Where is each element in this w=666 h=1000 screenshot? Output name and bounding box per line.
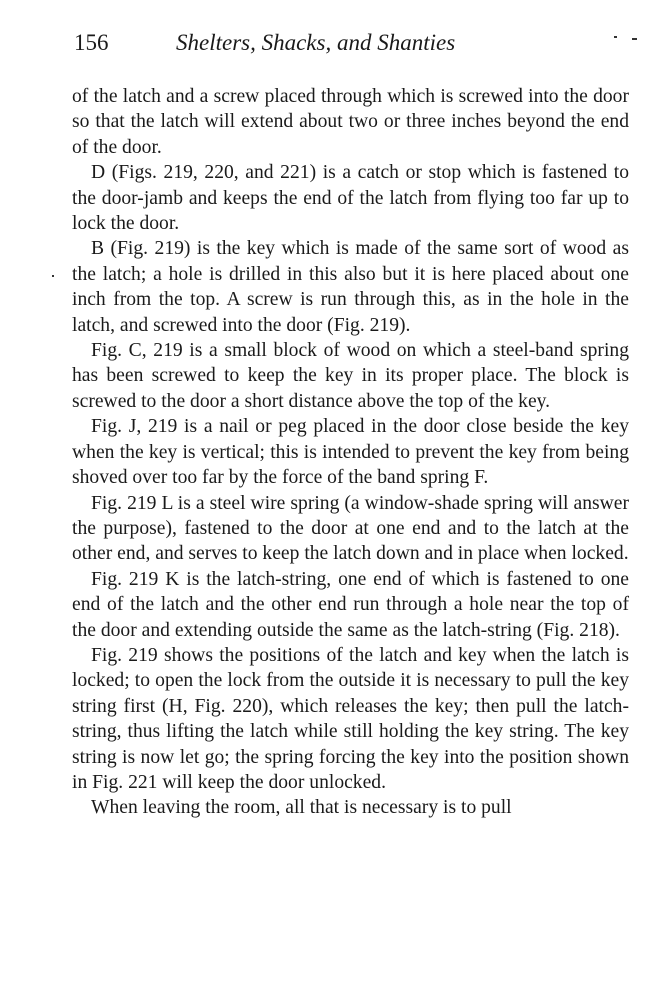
paragraph: Fig. 219 shows the positions of the latch and key when the latch is locked; to open the lock from the outside it is necessary to pull the key string first (H, Fig. 220), which releases the key; then pull the latch-string, thus lifting the latch while still holding the key string. The key string is now let go; the spring forcing the key into the position shown in Fig. 221 will keep the door unlocked.	[72, 644, 629, 793]
print-speck	[632, 38, 637, 40]
body-text	[72, 84, 629, 821]
running-head: Shelters, Shacks, and Shanties	[176, 30, 456, 55]
paragraph: Fig. C, 219 is a small block of wood on which a steel-band spring has been screwed to keep the key in its proper place. The block is screwed to the door a short distance above the top of the key.	[72, 340, 629, 412]
print-speck	[52, 275, 54, 277]
print-speck	[614, 36, 617, 38]
page-number: 156	[74, 30, 109, 55]
page-header	[74, 30, 634, 64]
paragraph: B (Fig. 219) is the key which is made of the same sort of wood as the latch; a hole is drilled in this also but it is here placed about one inch from the top. A screw is run through this, as in the hole in the latch, and screwed into the door (Fig. 219).	[72, 238, 629, 336]
paragraph: Fig. 219 K is the latch-string, one end of which is fastened to one end of the latch and the other end run through a hole near the top of the door and extending outside the same as the latch-string (Fig. 218).	[72, 568, 629, 641]
paragraph: When leaving the room, all that is necessary is to pull	[91, 797, 512, 819]
paragraph: D (Figs. 219, 220, and 221) is a catch or stop which is fastened to the door-jamb and keeps the end of the latch from flying too far up to lock the door.	[72, 162, 629, 235]
paragraph: Fig. 219 L is a steel wire spring (a window-shade spring will answer the purpose), fastened to the door at one end and to the latch at the other end, and serves to keep the latch down and in place when locked.	[72, 492, 629, 565]
paragraph: of the latch and a screw placed through which is screwed into the door so that the latch will extend about two or three inches beyond the end of the door.	[72, 86, 629, 158]
paragraph: Fig. J, 219 is a nail or peg placed in the door close beside the key when the key is vertical; this is intended to prevent the key from being shoved over too far by the force of the band spring F.	[72, 416, 629, 489]
